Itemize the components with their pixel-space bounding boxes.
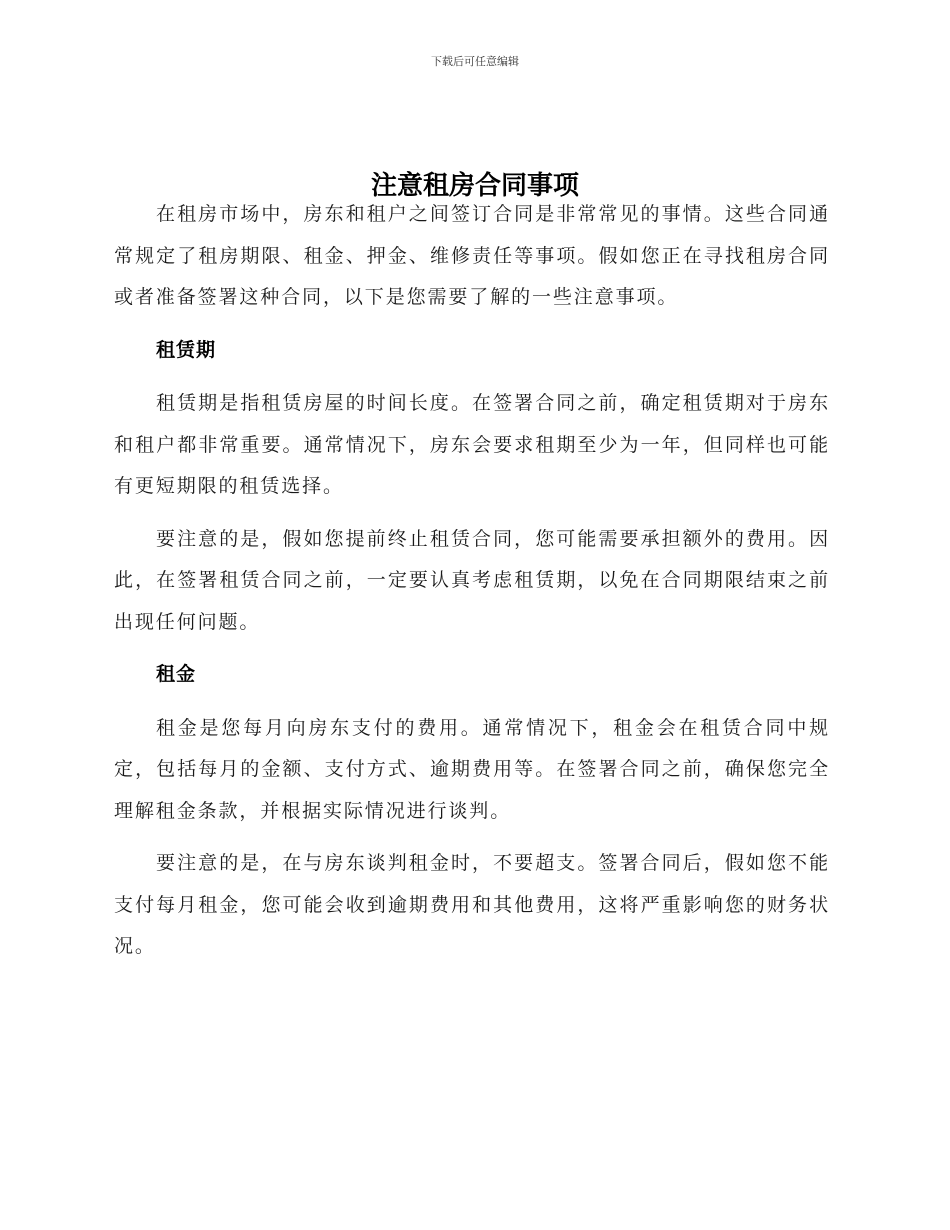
rent-paragraph-2: 要注意的是，在与房东谈判租金时，不要超支。签署合同后，假如您不能支付每月租金，您可能会收到逾期费用和其他费用，这将严重影响您的财务状况。 bbox=[114, 852, 830, 957]
intro-paragraph: 在租房市场中，房东和租户之间签订合同是非常常见的事情。这些合同通常规定了租房期限、租金、押金、维修责任等事项。假如您正在寻找租房合同或者准备签署这种合同，以下是您需要了解的一些注意事项。 bbox=[114, 203, 830, 308]
section-heading-rent: 租金 bbox=[156, 663, 197, 685]
lease-term-paragraph-1: 租赁期是指租赁房屋的时间长度。在签署合同之前，确定租赁期对于房东和租户都非常重要。通常情况下，房东会要求租期至少为一年，但同样也可能有更短期限的租赁选择。 bbox=[114, 392, 830, 497]
page-header-note: 下载后可任意编辑 bbox=[431, 55, 519, 68]
section-heading-lease-term: 租赁期 bbox=[156, 338, 217, 361]
document-title: 注意租房合同事项 bbox=[370, 171, 579, 202]
lease-term-paragraph-2: 要注意的是，假如您提前终止租赁合同，您可能需要承担额外的费用。因此，在签署租赁合同之前，一定要认真考虑租赁期，以免在合同期限结束之前出现任何问题。 bbox=[114, 527, 830, 633]
rent-paragraph-1: 租金是您每月向房东支付的费用。通常情况下，租金会在租赁合同中规定，包括每月的金额、支付方式、逾期费用等。在签署合同之前，确保您完全理解租金条款，并根据实际情况进行谈判。 bbox=[114, 716, 830, 822]
document-body bbox=[114, 194, 830, 968]
